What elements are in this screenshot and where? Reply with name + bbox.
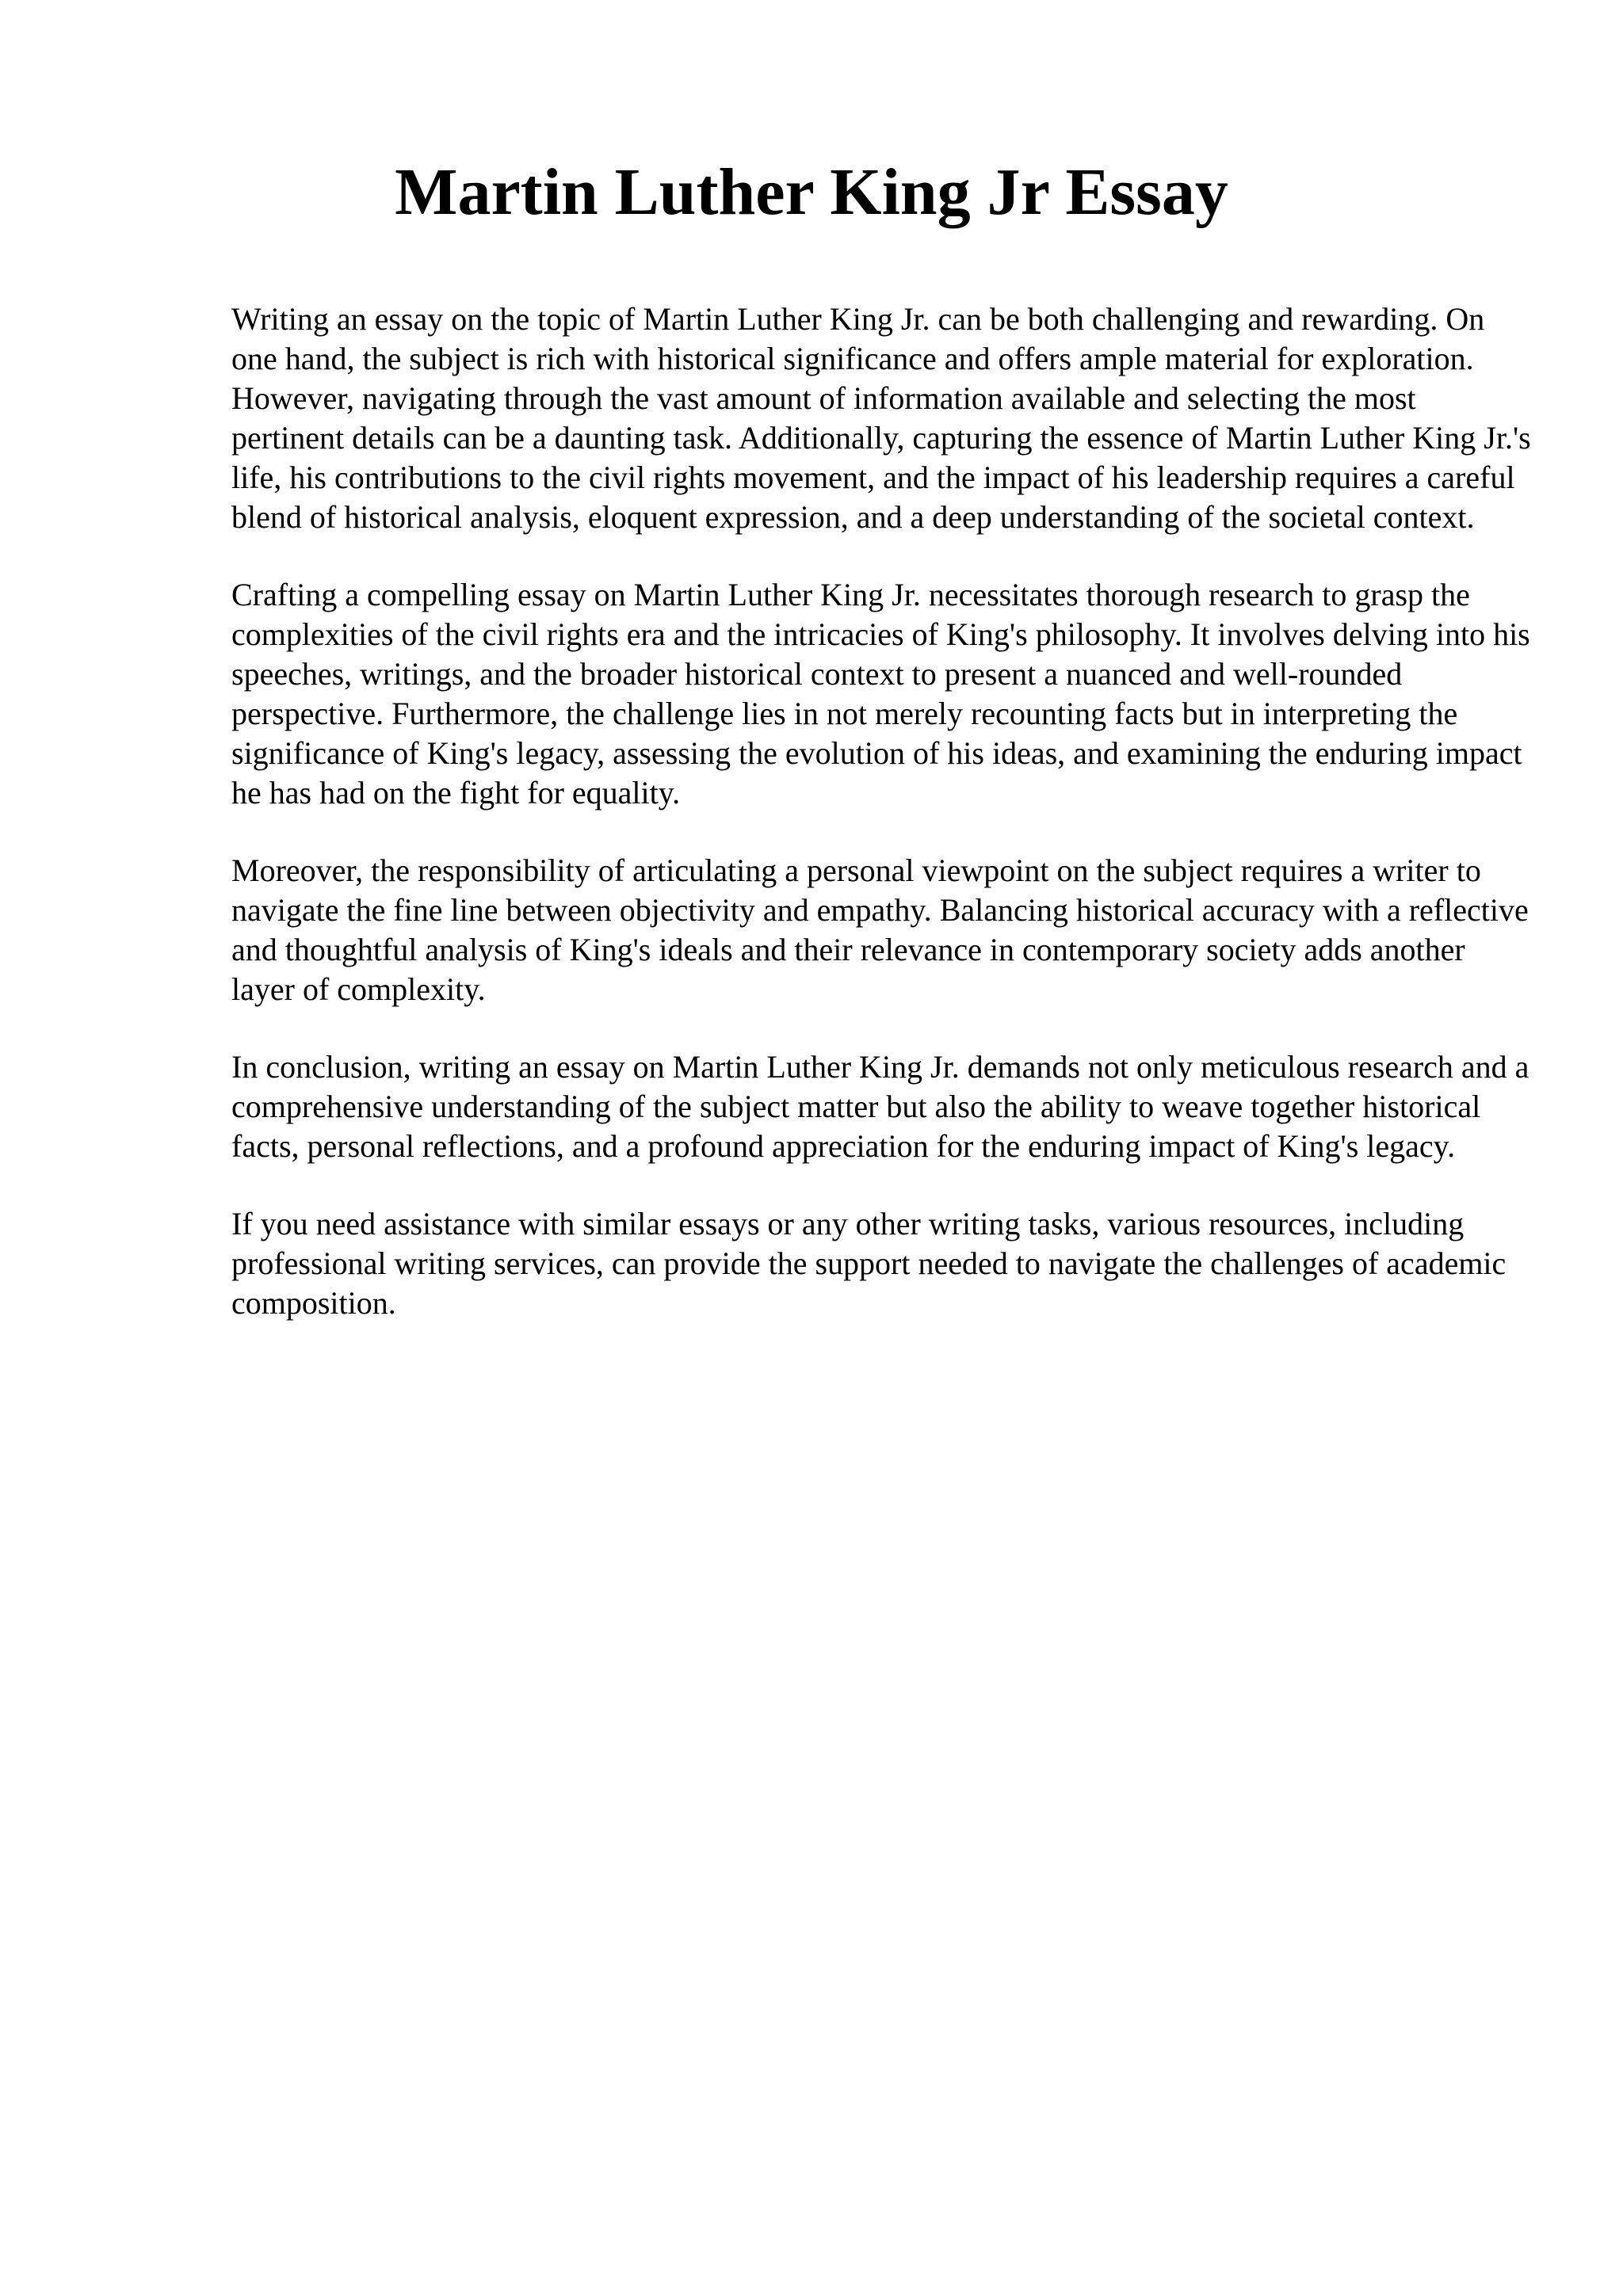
essay-body [231, 299, 1531, 1361]
paragraph-3: Moreover, the responsibility of articulating a personal viewpoint on the subject requires a writer to navigate the fine line between objectivity and empathy. Balancing historical accuracy with a reflective and thoughtful analysis of King's ideals and their relevance in contemporary society adds another layer of complexity. [231, 852, 1529, 1007]
page-title: Martin Luther King Jr Essay [395, 155, 1228, 229]
paragraph-2: Crafting a compelling essay on Martin Luther King Jr. necessitates thorough research to grasp the complexities of the civil rights era and the intricacies of King's philosophy. It involves delving into his speeches, writings, and the broader historical context to present a nuanced and well-rounded perspective. Furthermore, the challenge lies in not merely recounting facts but in interpreting the significance of King's legacy, assessing the evolution of his ideas, and examining the enduring impact he has had on the fight for equality. [231, 577, 1530, 810]
paragraph-5: If you need assistance with similar essays or any other writing tasks, various resources, including professional writing services, can provide the support needed to navigate the challenges of academic composition. [231, 1206, 1507, 1321]
paragraph-4: In conclusion, writing an essay on Martin Luther King Jr. demands not only meticulous research and a comprehensive understanding of the subject matter but also the ability to weave together historical facts, personal reflections, and a profound appreciation for the enduring impact of King's legacy. [231, 1049, 1529, 1164]
paragraph-1: Writing an essay on the topic of Martin Luther King Jr. can be both challenging and rewarding. On one hand, the subject is rich with historical significance and offers ample material for exploration. However, navigating through the vast amount of information available and selecting the most pertinent details can be a daunting task. Additionally, capturing the essence of Martin Luther King Jr.'s life, his contributions to the civil rights movement, and the impact of his leadership requires a careful blend of historical analysis, eloquent expression, and a deep understanding of the societal context. [231, 301, 1531, 535]
